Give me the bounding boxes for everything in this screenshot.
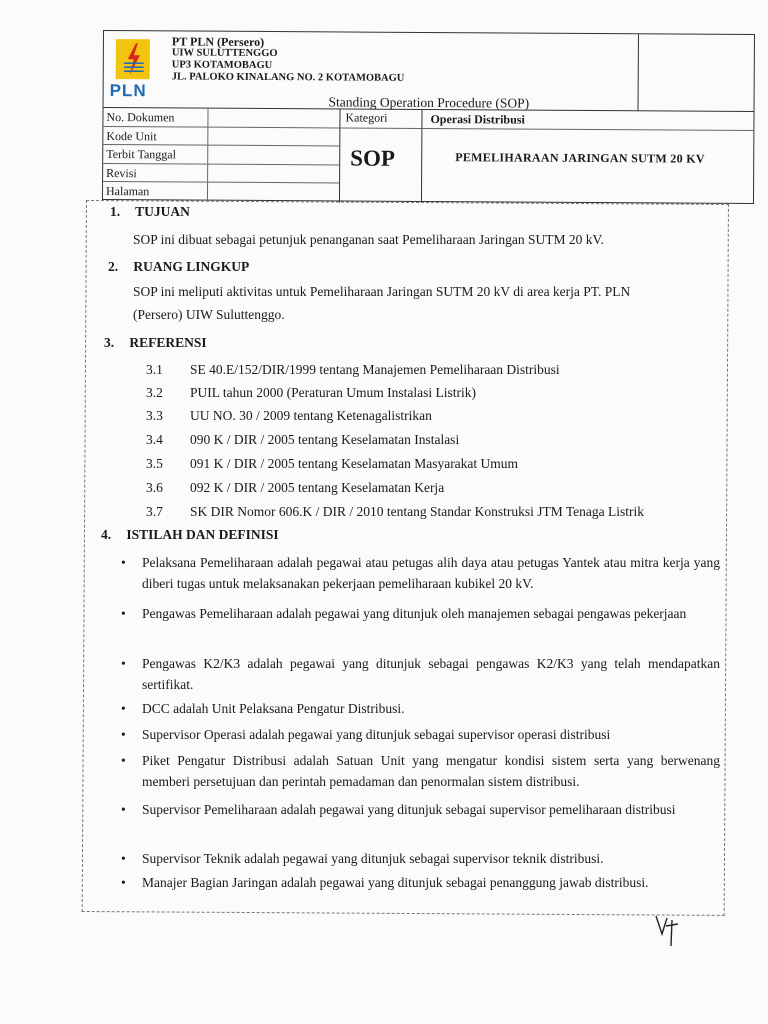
ruang-lingkup-line1: SOP ini meliputi aktivitas untuk Pemeliharaan Jaringan SUTM 20 kV di area kerja PT. PLN xyxy=(133,284,631,299)
reference-number: 3.3 xyxy=(146,408,163,423)
reference-number: 3.5 xyxy=(146,456,163,471)
category-cell xyxy=(340,109,423,202)
field-row xyxy=(103,127,339,147)
document-type: Standing Operation Procedure (SOP) xyxy=(328,94,530,111)
definition-item xyxy=(121,799,720,820)
bullet-icon: • xyxy=(121,851,126,866)
field-row xyxy=(103,164,339,184)
definition-text: Pelaksana Pemeliharaan adalah pegawai atau petugas alih daya atau petugas Yantek atau mitra kerja yang diberi tugas untuk melaksanakan pekerjaan pemeliharaan kubikel 20 kV. xyxy=(142,555,720,591)
reference-item xyxy=(146,408,432,424)
definition-item xyxy=(121,698,720,719)
field-value xyxy=(208,164,339,182)
category-value: Operasi Distribusi xyxy=(430,112,525,127)
definition-item xyxy=(121,552,720,594)
section-title: TUJUAN xyxy=(135,204,190,219)
field-value xyxy=(208,183,339,202)
definition-item xyxy=(121,653,720,695)
reference-text: SE 40.E/152/DIR/1999 tentang Manajemen Pemeliharaan Distribusi xyxy=(190,362,560,377)
reference-item xyxy=(146,385,476,401)
reference-number: 3.1 xyxy=(146,362,163,377)
document-fields xyxy=(103,108,341,202)
ruang-lingkup-line2: (Persero) UIW Suluttenggo. xyxy=(133,307,285,322)
bullet-icon: • xyxy=(121,701,126,716)
section-heading-tujuan xyxy=(110,204,190,220)
field-label: Kode Unit xyxy=(103,127,208,145)
reference-item xyxy=(146,456,518,472)
bullet-icon: • xyxy=(121,606,126,621)
header-divider xyxy=(638,34,639,111)
section-number: 2. xyxy=(108,259,119,274)
company-info xyxy=(172,35,405,84)
bullet-icon: • xyxy=(121,555,126,570)
reference-item xyxy=(146,504,644,520)
reference-number: 3.7 xyxy=(146,504,163,519)
definition-item xyxy=(121,724,720,745)
reference-item xyxy=(146,480,444,496)
reference-text: PUIL tahun 2000 (Peraturan Umum Instalasi Listrik) xyxy=(190,385,476,400)
pln-logo xyxy=(110,39,156,103)
reference-text: UU NO. 30 / 2009 tentang Ketenagalistrikan xyxy=(190,408,432,423)
reference-number: 3.2 xyxy=(146,385,163,400)
company-name: PT PLN (Persero) xyxy=(171,34,265,49)
field-label: Halaman xyxy=(103,182,208,201)
definition-text: Piket Pengatur Distribusi adalah Satuan Unit yang mengatur kondisi sistem serta yang berwenang memberi persetujuan dan perintah pemadaman dan penormalan sistem distribusi. xyxy=(142,753,720,789)
section-title: ISTILAH DAN DEFINISI xyxy=(126,527,279,542)
field-label: Revisi xyxy=(103,164,208,182)
section-number: 4. xyxy=(101,527,112,542)
company-address: JL. PALOKO KINALANG NO. 2 KOTAMOBAGU xyxy=(171,71,405,84)
section-title: RUANG LINGKUP xyxy=(133,259,250,274)
section-number: 3. xyxy=(104,335,115,350)
field-label: Terbit Tanggal xyxy=(103,145,208,163)
section-heading-ruang-lingkup xyxy=(108,259,249,275)
reference-number: 3.4 xyxy=(146,432,163,447)
field-row xyxy=(103,108,339,128)
sop-label: SOP xyxy=(350,145,396,171)
definition-text: Pengawas Pemeliharaan adalah pegawai yang ditunjuk oleh manajemen sebagai pengawas pekerjaan xyxy=(142,606,687,621)
definition-text: DCC adalah Unit Pelaksana Pengatur Distribusi. xyxy=(142,701,405,716)
definition-item xyxy=(121,750,720,792)
definition-item xyxy=(121,603,720,624)
signature-initials xyxy=(652,912,682,948)
reference-number: 3.6 xyxy=(146,480,163,495)
section-title: REFERENSI xyxy=(129,335,207,350)
bullet-icon: • xyxy=(121,753,126,768)
cell-divider xyxy=(422,128,753,131)
category-label: Kategori xyxy=(345,110,388,125)
header-top-row xyxy=(104,31,754,112)
definition-item xyxy=(121,848,720,869)
reference-text: SK DIR Nomor 606.K / DIR / 2010 tentang Standar Konstruksi JTM Tenaga Listrik xyxy=(190,504,645,519)
field-row xyxy=(103,145,339,165)
field-value xyxy=(208,109,339,127)
company-subunit: UP3 KOTAMOBAGU xyxy=(171,59,273,72)
tujuan-text: SOP ini dibuat sebagai petunjuk penanganan saat Pemeliharaan Jaringan SUTM 20 kV. xyxy=(133,232,604,247)
definition-text: Manajer Bagian Jaringan adalah pegawai yang ditunjuk sebagai penanggung jawab distribusi. xyxy=(142,875,649,890)
section-heading-referensi xyxy=(104,335,207,351)
cell-divider xyxy=(340,127,421,128)
reference-text: 091 K / DIR / 2005 tentang Keselamatan Masyarakat Umum xyxy=(190,456,519,471)
reference-text: 092 K / DIR / 2005 tentang Keselamatan Kerja xyxy=(190,480,445,495)
reference-text: 090 K / DIR / 2005 tentang Keselamatan Instalasi xyxy=(190,432,460,447)
section-number: 1. xyxy=(110,204,121,219)
definition-text: Supervisor Pemeliharaan adalah pegawai yang ditunjuk sebagai supervisor pemeliharaan distribusi xyxy=(142,802,676,817)
logo-text: PLN xyxy=(109,81,147,101)
reference-item xyxy=(146,432,459,448)
reference-item xyxy=(146,362,560,378)
definition-text: Pengawas K2/K3 adalah pegawai yang ditunjuk sebagai pengawas K2/K3 yang telah mendapatkan sertifikat. xyxy=(142,656,720,692)
lightning-icon xyxy=(124,43,144,75)
bullet-icon: • xyxy=(121,656,126,671)
title-cell xyxy=(422,110,754,205)
section-heading-istilah xyxy=(101,527,279,543)
definition-item xyxy=(121,872,720,893)
definition-text: Supervisor Operasi adalah pegawai yang ditunjuk sebagai supervisor operasi distribusi xyxy=(142,727,611,742)
field-label: No. Dokumen xyxy=(103,108,208,126)
sop-title: PEMELIHARAAN JARINGAN SUTM 20 KV xyxy=(455,150,705,166)
bullet-icon: • xyxy=(121,727,126,742)
bullet-icon: • xyxy=(121,875,126,890)
field-value xyxy=(208,146,339,164)
company-unit: UIW SULUTTENGGO xyxy=(171,47,278,60)
field-value xyxy=(208,127,339,145)
definition-text: Supervisor Teknik adalah pegawai yang ditunjuk sebagai supervisor teknik distribusi. xyxy=(142,851,604,866)
sop-header-table xyxy=(102,30,755,204)
bullet-icon: • xyxy=(121,802,126,817)
